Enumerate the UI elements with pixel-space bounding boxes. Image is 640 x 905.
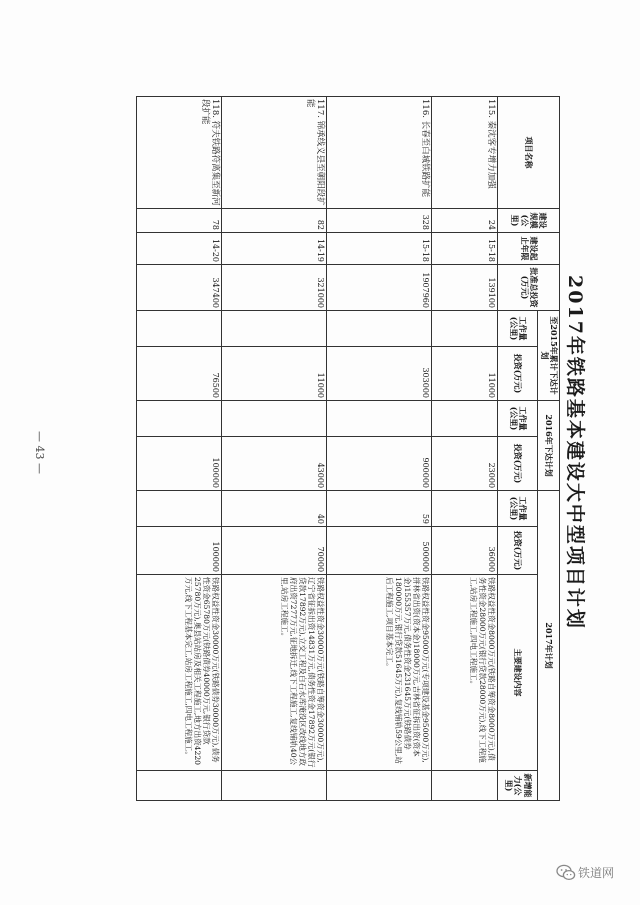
workload-2015-cell (222, 311, 327, 347)
workload-2016-cell (137, 401, 222, 437)
years-cell: 14-19 (222, 233, 327, 265)
invest-2017-cell: 500000 (327, 527, 432, 575)
header-content: 主要建设内容 (498, 575, 538, 771)
header-total: 批准总投资(万元) (498, 265, 560, 311)
invest-2016-cell: 43000 (222, 437, 327, 491)
table-row (137, 97, 222, 801)
capacity-cell (137, 771, 222, 801)
workload-2017-cell (432, 491, 498, 527)
header-scale: 建设规模(公里) (498, 209, 560, 233)
scale-cell: 78 (137, 209, 222, 233)
watermark (556, 861, 626, 887)
capacity-cell (432, 771, 498, 801)
header-row-top (538, 97, 560, 801)
header-group-2017: 2017年计划 (538, 491, 560, 801)
total-cell: 139100 (432, 265, 498, 311)
header-group-2015: 至2015年累计下达计划 (538, 311, 560, 401)
scale-cell: 328 (327, 209, 432, 233)
header-name: 项目名称 (498, 97, 560, 209)
invest-2017-cell: 70000 (222, 527, 327, 575)
invest-2016-cell: 100000 (137, 437, 222, 491)
workload-2017-cell: 40 (222, 491, 327, 527)
invest-2016-cell: 23000 (432, 437, 498, 491)
workload-2016-cell (222, 401, 327, 437)
content-cell: 铁路权益性资金95000万元(专项建设基金95000万元),拼林省出资(资本金)18000万元,吉林省征拆出资(资本金)155357万元,债务性资金231645万元(铁路债券180000万元,银行贷款51645万元),复线铺轨59公里,站后工程施工,项目基本完工。 (327, 575, 432, 771)
workload-2016-cell (327, 401, 432, 437)
project-name: 118. 符夫铁路符离集至新河段扩能 (137, 97, 222, 209)
years-cell: 15-18 (327, 233, 432, 265)
content-cell: 铁路权益性资金30000万元(铁路自筹资金30000万元),辽宁省征拆出资14831万元,债务性资金17892万元(银行贷款17892万元),立交工程及白石水库淹没区改线地方政府出资7277万元,征地拆迁,线下工程施工,复线铺轨40公里,站房工程施工。 (222, 575, 327, 771)
header-invest-2016: 投资(万元) (498, 437, 538, 491)
content-cell: 铁路权益性资金8000万元(铁路自筹资金8000万元),债务性资金28000万元(银行贷款28000万元),线下工程施工,站房工程施工,四电工程施工。 (432, 575, 498, 771)
scale-cell: 24 (432, 209, 498, 233)
header-capacity: 新增能力(公里) (498, 771, 538, 801)
table-row (222, 97, 327, 801)
wechat-icon (556, 864, 576, 882)
header-years: 建设起止年限 (498, 233, 560, 265)
project-name: 117. 锦承线义县至朝阳段扩能 (222, 97, 327, 209)
project-plan-table (136, 96, 560, 801)
workload-2015-cell (327, 311, 432, 347)
header-workload-2015: 工作量(公里) (498, 311, 538, 347)
capacity-cell (327, 771, 432, 801)
invest-2017-cell: 100000 (137, 527, 222, 575)
workload-2015-cell (137, 311, 222, 347)
header-group-2016: 2016年下达计划 (538, 401, 560, 491)
scale-cell: 82 (222, 209, 327, 233)
years-cell: 15-18 (432, 233, 498, 265)
workload-2016-cell (432, 401, 498, 437)
page-title: 2017年铁路基本建设大中型项目计划 (564, 275, 586, 630)
total-cell: 1907960 (327, 265, 432, 311)
content-cell: 铁路权益性资金30000万元(铁路债券30000万元),债务性资金65780万元(铁路债券40000万元,银行贷款25780万元),奥县站站房及相关工程施工,地方出资4220万元,线下工程基本完工,站房工程施工,四电工程施工。 (137, 575, 222, 771)
invest-2015-cell: 11000 (432, 347, 498, 401)
workload-2017-cell (137, 491, 222, 527)
total-cell: 347400 (137, 265, 222, 311)
header-workload-2017: 工作量(公里) (498, 491, 538, 527)
project-name: 116. 长春至白城铁路扩能 (327, 97, 432, 209)
header-workload-2016: 工作量(公里) (498, 401, 538, 437)
watermark-text: 铁道网 (578, 866, 615, 880)
table-row (432, 97, 498, 801)
page-number: — 43 — (33, 431, 46, 474)
invest-2017-cell: 36000 (432, 527, 498, 575)
table-row (327, 97, 432, 801)
invest-2015-cell: 303000 (327, 347, 432, 401)
header-invest-2015: 投资(万元) (498, 347, 538, 401)
header-invest-2017: 投资(万元) (498, 527, 538, 575)
years-cell: 14-20 (137, 233, 222, 265)
workload-2015-cell (432, 311, 498, 347)
workload-2017-cell: 59 (327, 491, 432, 527)
invest-2015-cell: 11000 (222, 347, 327, 401)
total-cell: 321000 (222, 265, 327, 311)
capacity-cell (222, 771, 327, 801)
invest-2016-cell: 900000 (327, 437, 432, 491)
invest-2015-cell: 76500 (137, 347, 222, 401)
project-name: 115. 秦沈客专增力加强 (432, 97, 498, 209)
